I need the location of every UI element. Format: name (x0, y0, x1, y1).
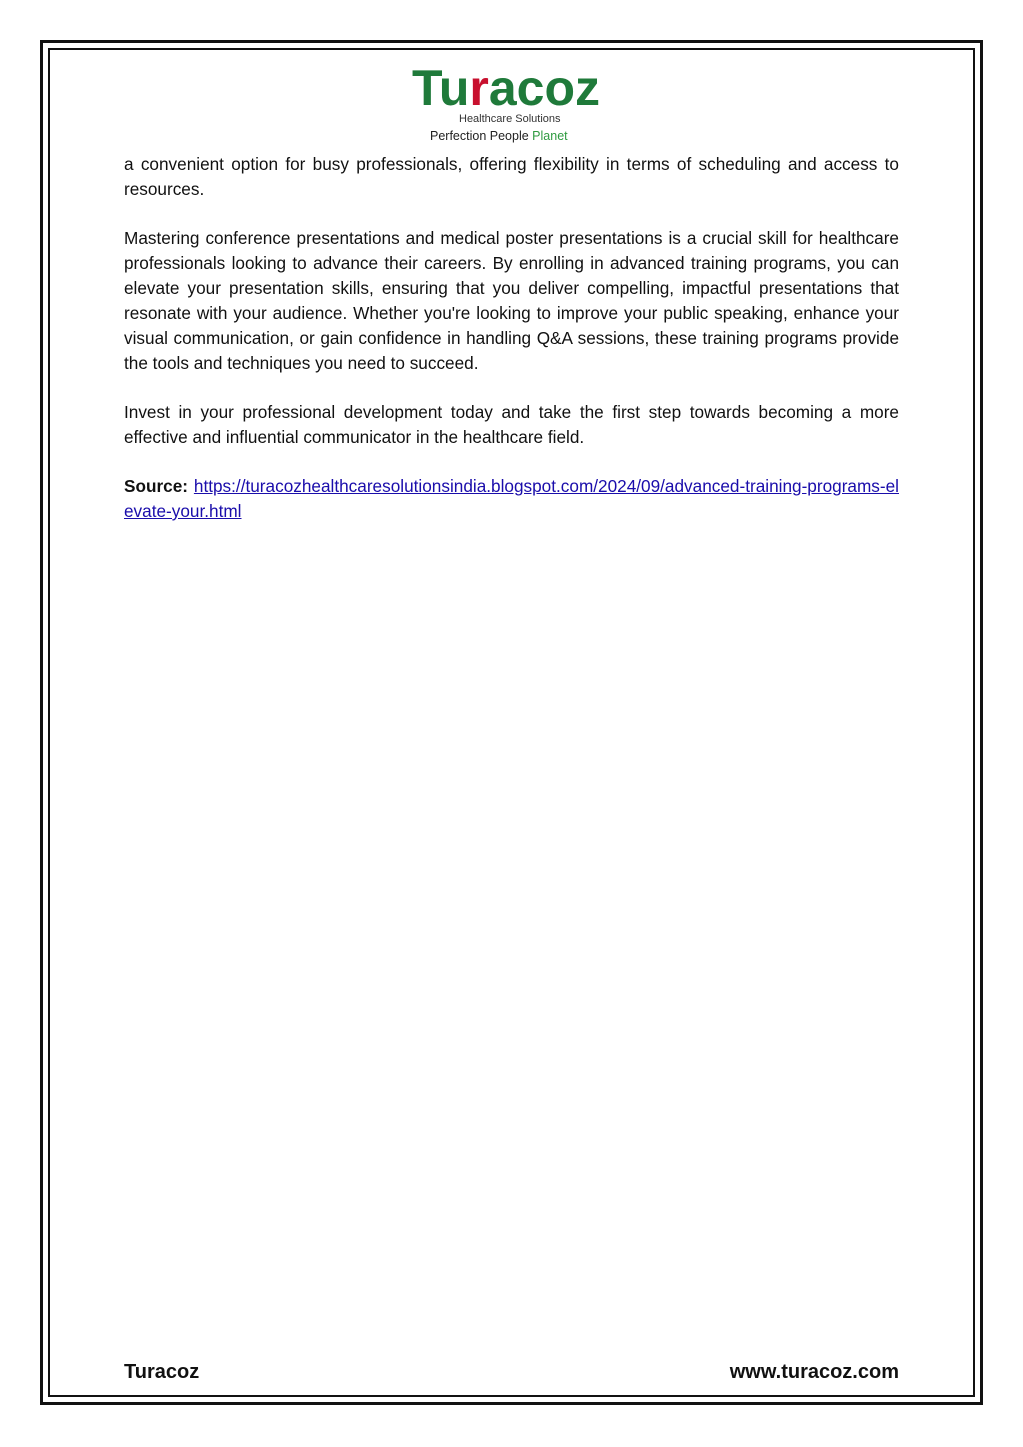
source-label: Source: (124, 476, 188, 496)
footer-company-name: Turacoz (124, 1361, 200, 1383)
document-body (124, 152, 899, 548)
source-line (124, 474, 899, 524)
logo-tagline (430, 129, 568, 144)
logo-word-bird-letter: r (469, 60, 489, 116)
paragraph-continuation: a convenient option for busy professionals, offering flexibility in terms of scheduling and access to resources. (124, 154, 899, 199)
source-link[interactable]: https://turacozhealthcaresolutionsindia.blogspot.com/2024/09/advanced-training-programs-elevate-your.html (124, 476, 899, 521)
logo-word-end: acoz (488, 60, 601, 116)
turacoz-logo (412, 62, 612, 148)
logo-tagline-main: Perfection People (430, 129, 529, 143)
paragraph-mastering: Mastering conference presentations and medical poster presentations is a crucial skill for healthcare professionals looking to advance their careers. By enrolling in advanced training programs, you can elevate your presentation skills, ensuring that you deliver compelling, impactful presentations that resonate with your audience. Whether you're looking to improve your public speaking, enhance your visual communication, or gain confidence in handling Q&A sessions, these training programs provide the tools and techniques you need to succeed. (124, 228, 899, 373)
logo-wordmark (412, 62, 600, 114)
logo-subtitle: Healthcare Solutions (459, 113, 561, 125)
paragraph-invest: Invest in your professional development today and take the first step towards becoming a more effective and influential communicator in the healthcare field. (124, 402, 899, 447)
footer-website: www.turacoz.com (729, 1361, 899, 1383)
logo-word-start: Tu (412, 60, 470, 116)
logo-tagline-accent: Planet (532, 129, 568, 143)
